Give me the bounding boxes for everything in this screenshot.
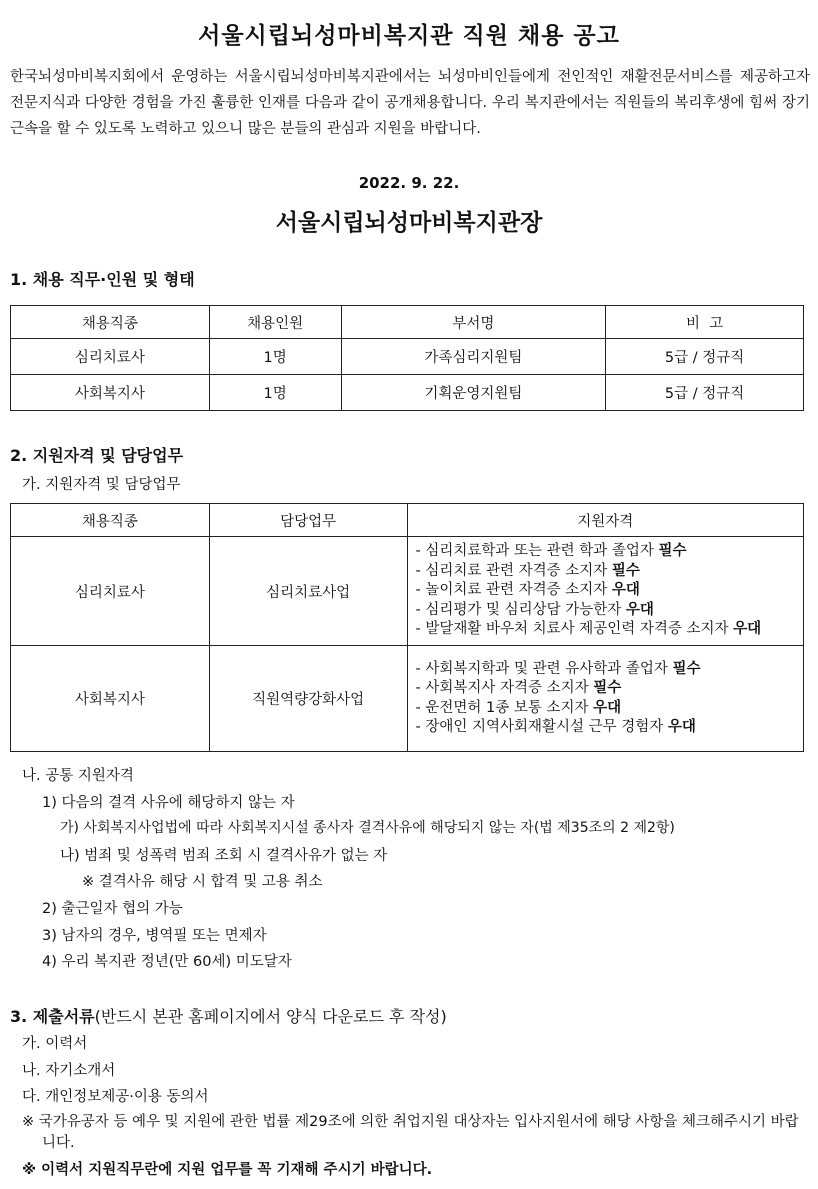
table-row: [11, 339, 804, 375]
header-cell: 담당업무: [209, 504, 407, 537]
table-row: [11, 646, 804, 752]
qual-tag: 필수: [593, 680, 622, 696]
common-item-1a: 가) 사회복지사업법에 따라 사회복지시설 종사자 결격사유에 해당되지 않는 자(법 제35조의 2 제2항): [60, 820, 675, 836]
common-item-1: 1) 다음의 결격 사유에 해당하지 않는 자: [42, 795, 295, 811]
count-cell: 1명: [209, 375, 341, 411]
posting-date: 2022. 9. 22.: [358, 174, 460, 192]
common-item-1b: 나) 범죄 및 성폭력 범죄 조회 시 결격사유가 없는 자: [60, 848, 388, 864]
quals-cell: [407, 537, 804, 646]
qual-tag: 필수: [672, 660, 701, 677]
section2-sub-a: 가. 지원자격 및 담당업무: [22, 477, 181, 493]
intro-paragraph: 한국뇌성마비복지회에서 운영하는 서울시립뇌성마비복지관에서는 뇌성마비인들에게 전인적인 재활전문서비스를 제공하고자 전문지식과 다양한 경험을 가진 훌륭한 인재를 다음과 같이 공개채용합니다. 우리 복지관에서는 직원들의 복리후생에 힘써 장기근속을 할 수 있도록 노력하고 있으니 많은 분들의 관심과 지원을 바랍니다.: [10, 69, 810, 137]
section3-heading-text: 3. 제출서류: [10, 1007, 95, 1026]
section1-heading: 1. 채용 직무·인원 및 형태: [10, 270, 195, 289]
qual-item: - 심리치료 관련 자격증 소지자 필수: [415, 562, 640, 579]
qualifications-table-header: [11, 504, 804, 537]
section2-sub-b: 나. 공통 지원자격: [22, 768, 134, 784]
document-item: 나. 자기소개서: [22, 1063, 116, 1079]
job-cell: 사회복지사: [11, 646, 210, 752]
qual-item: - 심리치료학과 또는 관련 학과 졸업자 필수: [415, 543, 687, 560]
job-cell: 심리치료사: [11, 537, 210, 646]
section3-heading-note: (반드시 본관 홈페이지에서 양식 다운로드 후 작성): [94, 1007, 447, 1026]
section3-note-1: ※ 국가유공자 등 예우 및 지원에 관한 법률 제29조에 의한 취업지원 대상자는 입사지원서에 해당 사항을 체크해주시기 바랍니다.: [22, 1114, 799, 1151]
qual-item: - 발달재활 바우처 치료사 제공인력 자격증 소지자 우대: [415, 621, 762, 638]
section3-heading: [10, 1004, 447, 1027]
header-cell: 비 고: [606, 306, 804, 339]
positions-table-header: [11, 306, 804, 339]
count-cell: 1명: [209, 339, 341, 375]
job-cell: 사회복지사: [11, 375, 210, 411]
header-cell: 채용직종: [11, 504, 210, 537]
quals-cell: [407, 646, 804, 752]
section3-note-2: ※ 이력서 지원직무란에 지원 업무를 꼭 기재해 주시기 바랍니다.: [22, 1162, 433, 1178]
common-item-2: 2) 출근일자 협의 가능: [42, 901, 183, 917]
qual-tag: 필수: [658, 543, 687, 560]
document-item: 가. 이력서: [22, 1036, 88, 1052]
section2-heading: 2. 지원자격 및 담당업무: [10, 446, 184, 465]
header-cell: 부서명: [341, 306, 606, 339]
job-cell: 심리치료사: [11, 339, 210, 375]
qual-item: - 놀이치료 관련 자격증 소지자 우대: [415, 582, 640, 599]
qual-tag: 필수: [611, 562, 640, 579]
qual-item: - 심리평가 및 심리상담 가능한자 우대: [415, 601, 654, 618]
note-cell: 5급 / 정규직: [606, 339, 804, 375]
duty-cell: 심리치료사업: [209, 537, 407, 646]
header-cell: 지원자격: [407, 504, 804, 537]
header-cell: 채용직종: [11, 306, 210, 339]
note-cell: 5급 / 정규직: [606, 375, 804, 411]
table-row: [11, 375, 804, 411]
document-title: 서울시립뇌성마비복지관 직원 채용 공고: [198, 23, 620, 49]
dept-cell: 기획운영지원팀: [341, 375, 606, 411]
table-row: [11, 537, 804, 646]
qualifications-table: [10, 503, 804, 752]
common-note: ※ 결격사유 해당 시 합격 및 고용 취소: [82, 874, 323, 890]
qual-item: - 운전면허 1종 보통 소지자 우대: [415, 699, 622, 716]
positions-table: [10, 305, 804, 411]
qual-item: - 사회복지학과 및 관련 유사학과 졸업자 필수: [415, 660, 701, 677]
qual-item: - 장애인 지역사회재활시설 근무 경험자 우대: [415, 719, 696, 735]
document-item: 다. 개인정보제공·이용 동의서: [22, 1089, 209, 1105]
qual-tag: 우대: [593, 699, 622, 716]
qual-item: - 사회복지사 자격증 소지자 필수: [415, 680, 622, 696]
qual-tag: 우대: [611, 582, 640, 599]
dept-cell: 가족심리지원팀: [341, 339, 606, 375]
qual-tag: 우대: [667, 719, 696, 735]
qual-tag: 우대: [625, 601, 654, 618]
duty-cell: 직원역량강화사업: [209, 646, 407, 752]
qual-tag: 우대: [733, 621, 762, 638]
header-cell: 채용인원: [209, 306, 341, 339]
organization-head: 서울시립뇌성마비복지관장: [275, 210, 543, 236]
common-item-4: 4) 우리 복지관 정년(만 60세) 미도달자: [42, 954, 292, 970]
common-item-3: 3) 남자의 경우, 병역필 또는 면제자: [42, 928, 267, 944]
